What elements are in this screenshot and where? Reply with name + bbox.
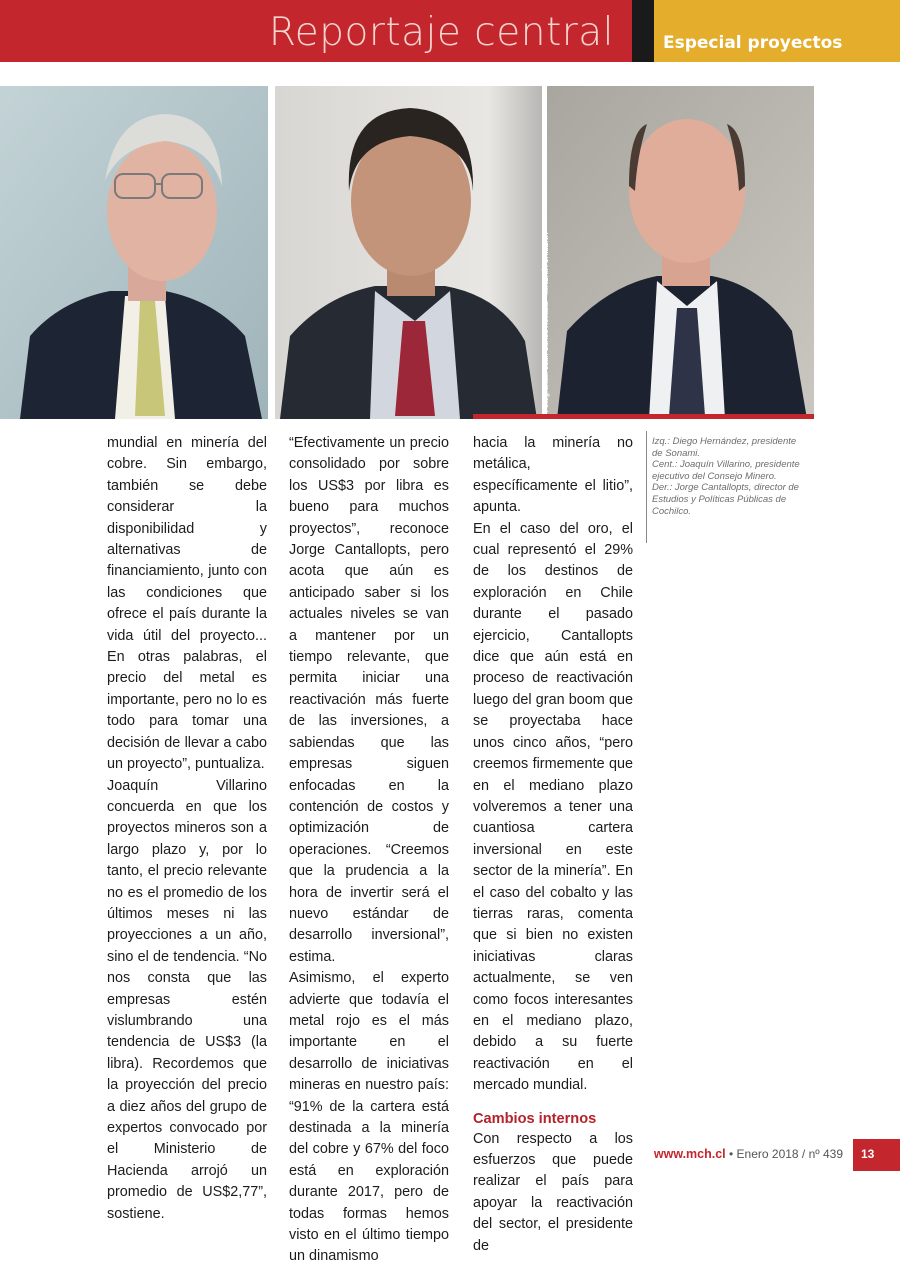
page-number: 13 bbox=[853, 1139, 900, 1171]
header-divider bbox=[632, 0, 654, 62]
caption-line: Der.: Jorge Cantallopts, director de Estudios y Políticas Públicas de Cochilco. bbox=[652, 482, 799, 517]
photo-diego-hernandez bbox=[0, 86, 268, 419]
paragraph: Asimismo, el experto advierte que todavía el metal rojo es el más importante en el desarrollo de iniciativas mineras en nuestro país: “91% de la cartera está destinada a la minería del cobre y 67% del foco está en exploración durante 2017, pero de todas formas hemos visto en el último tiempo un dinamismo bbox=[289, 970, 449, 1265]
article-column-3 bbox=[473, 433, 633, 1257]
photo-joaquin-villarino bbox=[275, 86, 542, 419]
footer-issue: • Enero 2018 / nº 439 bbox=[729, 1147, 843, 1161]
subheading: Cambios internos bbox=[473, 1110, 597, 1127]
paragraph: Joaquín Villarino concuerda en que los proyectos mineros son a largo plazo y, por lo tanto, el precio relevante no es el promedio de los últimos meses ni las proyecciones a un año, sino el de tendencia. “No nos consta que las empresas estén vislumbrando una tendencia de US$3 (la libra). Recordemos que la proyección del precio a diez años del grupo de expertos convocado por el Ministerio de Hacienda arrojó un promedio de US$2,77”, sostiene. bbox=[107, 777, 267, 1222]
paragraph: “Efectivamente un precio consolidado por sobre los US$3 por libra es bueno para muchos proyectos”, reconoce Jorge Cantallopts, pero acota que aún es anticipado saber si los actuales niveles se van a mantener por un tiempo relevante, que permita iniciar una reactivación más fuerte de las inversiones, a sabiendas que las empresas siguen enfocadas en la contención de costos y optimización de operaciones. “Creemos que la prudencia a la hora de invertir será el nuevo estándar de desarrollo inversional”, estima. bbox=[289, 435, 449, 965]
caption-line: Izq.: Diego Hernández, presidente de Sonami. bbox=[652, 436, 797, 459]
paragraph: En el caso del oro, el cual representó el 29% de los destinos de exploración en Chile durante el pasado ejercicio, Cantallopts dice que aún está en proceso de reactivación luego del gran boom que se proyectaba hace unos cinco años, “pero creemos firmemente que en el mediano plazo volveremos a tener una cuantiosa cartera inversional en este sector de la minería”. En el caso del cobalto y las tierras raras, comenta que si bien no existen iniciativas claras actualmente, se ven como focos interesantes en el mediano plazo, debido a su fuerte reactivación en el mercado mundial. bbox=[473, 520, 633, 1094]
footer-url[interactable]: www.mch.cl bbox=[653, 1147, 726, 1161]
page-title: Reportaje central bbox=[268, 10, 614, 55]
footer bbox=[654, 1147, 843, 1161]
caption-line: Cent.: Joaquín Villarino, presidente ejecutivo del Consejo Minero. bbox=[652, 459, 800, 482]
photo-credit: Fotografías: Juan Carlos Recabal - MINERÍA CHILENA bbox=[543, 232, 550, 412]
article-column-1 bbox=[107, 433, 267, 1225]
photo-jorge-cantallopts bbox=[547, 86, 814, 419]
paragraph: Con respecto a los esfuerzos que puede realizar el país para apoyar la reactivación del sector, el presidente de bbox=[473, 1130, 633, 1254]
paragraph: mundial en minería del cobre. Sin embargo, también se debe considerar la disponibilidad y alternativas de financiamiento, junto con las condiciones que ofrece el país durante la vida útil del proyecto... En otras palabras, el precio del metal es importante, pero no lo es todo para tomar una decisión de llevar a cabo un proyecto”, puntualiza. bbox=[107, 435, 267, 773]
article-column-2 bbox=[289, 433, 449, 1268]
paragraph: hacia la minería no metálica, específicamente el litio”, apunta. bbox=[473, 435, 633, 516]
caption-rule bbox=[646, 431, 647, 543]
section-label: Especial proyectos bbox=[663, 33, 843, 53]
photo-caption bbox=[652, 436, 802, 517]
photo-accent-rule bbox=[473, 414, 814, 419]
